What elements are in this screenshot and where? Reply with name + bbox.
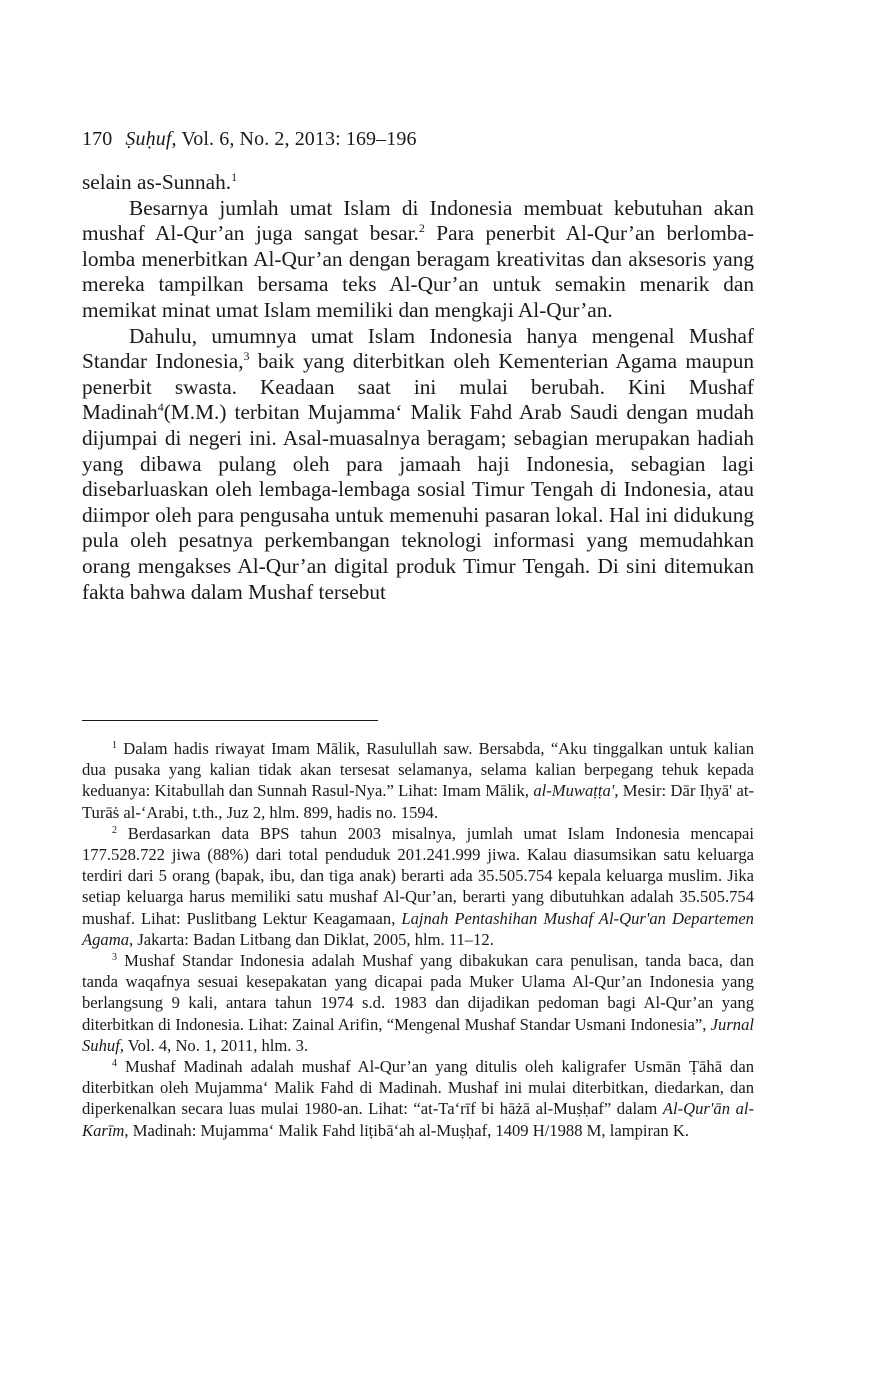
paragraph: selain as-Sunnah.$^1$ [82,170,238,194]
footnote-divider [82,720,378,721]
footnote-number: 2 [112,824,117,836]
footnote-number: 4 [112,1058,117,1070]
footnote: $^3$ Mushaf Standar Indonesia adalah Mushaf yang dibakukan cara penulisan, tanda baca, dan tanda waqafnya sesuai kesepakatan yang dicapai pada Muker Ulama Al-Qur’an Indonesia yang berlangsung 9 kali, antara tahun 1974 s.d. 1983 dan dijadikan pedoman bagi Al-Qur’an yang diterbitkan di Indonesia. Lihat: Zainal Arifin, “Mengenal Mushaf Standar Usmani Indonesia”, Jurnal Suhuf, Vol. 4, No. 1, 2011, hlm. 3. [82,951,754,1055]
footnote-ref: 1 [231,170,238,184]
footnote-number: 1 [112,740,117,751]
paragraph: Dahulu, umumnya umat Islam Indonesia hanya mengenal Mushaf Standar Indonesia,$^3$ baik yang diterbitkan oleh Kementerian Agama maupun penerbit swasta. Keadaan saat ini mulai berubah. Kini Mushaf Madinah$^4$(M.M.) terbitan Mujamma‘ Malik Fahd Arab Saudi dengan mudah dijumpai di negeri ini. Asal-muasalnya beragam; sebagian merupakan hadiah yang dibawa pulang oleh para jamaah haji Indonesia, sebagian lagi disebarluaskan oleh lembaga-lembaga sosial Timur Tengah di Indonesia, atau diimpor oleh para pengusaha untuk memenuhi pasaran lokal. Hal ini didukung pula oleh pesatnya perkembangan teknologi informasi yang memudahkan orang mengakses Al-Qur’an digital produk Timur Tengah. Di sini ditemukan fakta bahwa dalam Mushaf tersebut [82,323,754,604]
footnote-number: 3 [112,952,117,964]
body-text [82,170,754,605]
paragraph: Besarnya jumlah umat Islam di Indonesia membuat kebutuhan akan mushaf Al-Qur’an juga sangat besar.$^2$ Para penerbit Al-Qur’an berlomba-lomba menerbitkan Al-Qur’an dengan beragam kreativitas dan aksesoris yang mereka tampilkan bersama teks Al-Qur’an untuk semakin menarik dan memikat minat umat Islam memiliki dan mengkaji Al-Qur’an. [82,195,754,322]
footnote-ref: 2 [418,221,425,236]
footnote: $^2$ Berdasarkan data BPS tahun 2003 misalnya, jumlah umat Islam Indonesia mencapai 177.528.722 jiwa (88%) dari total penduduk 201.241.999 jiwa. Kalau diasumsikan satu keluarga terdiri dari 5 orang (bapak, ibu, dan tiga anak) berarti ada 35.505.754 kepala keluarga muslim. Jika setiap keluarga harus memiliki satu mushaf Al-Qur’an, berarti yang dibutuhkan adalah 35.505.754 mushaf. Lihat: Puslitbang Lektur Keagamaan, Lajnah Pentashihan Mushaf Al-Qur'an Departemen Agama, Jakarta: Badan Litbang dan Diklat, 2005, hlm. 11–12. [82,823,754,949]
journal-title: Ṣuḥuf, Vol. 6, No. 2, 2013: 169–196 [125,128,417,150]
footnotes [82,738,754,1141]
page-number: 170 [82,128,113,150]
footnote: $^1$ Dalam hadis riwayat Imam Mālik, Rasulullah saw. Bersabda, “Aku tinggalkan untuk kalian dua pusaka yang kalian tidak akan tersesat selamanya, selama kalian berpegang tehuk kepada keduanya: Kitabullah dan Sunnah Rasul-Nya.” Lihat: Imam Mālik, al-Muwaṭṭa', Mesir: Dār Iḥyā' at-Turāṡ al-‘Arabi, t.th., Juz 2, hlm. 899, hadis no. 1594. [82,739,755,822]
footnote-ref: 3 [243,349,250,364]
footnote-ref: 4 [157,400,164,415]
running-header [82,128,417,151]
footnote: $^4$ Mushaf Madinah adalah mushaf Al-Qur’an yang ditulis oleh kaligrafer Usmān Ṭāhā dan diterbitkan oleh Mujamma‘ Malik Fahd di Madinah. Mushaf ini mulai diterbitkan, diedarkan, dan diperkenalkan secara luas mulai 1980-an. Lihat: “at-Ta‘rīf bi hāżā al-Muṣḥaf” dalam Al-Qur'ān al-Karīm, Madinah: Mujamma‘ Malik Fahd liṭibā‘ah al-Muṣḥaf, 1409 H/1988 M, lampiran K. [82,1057,755,1140]
